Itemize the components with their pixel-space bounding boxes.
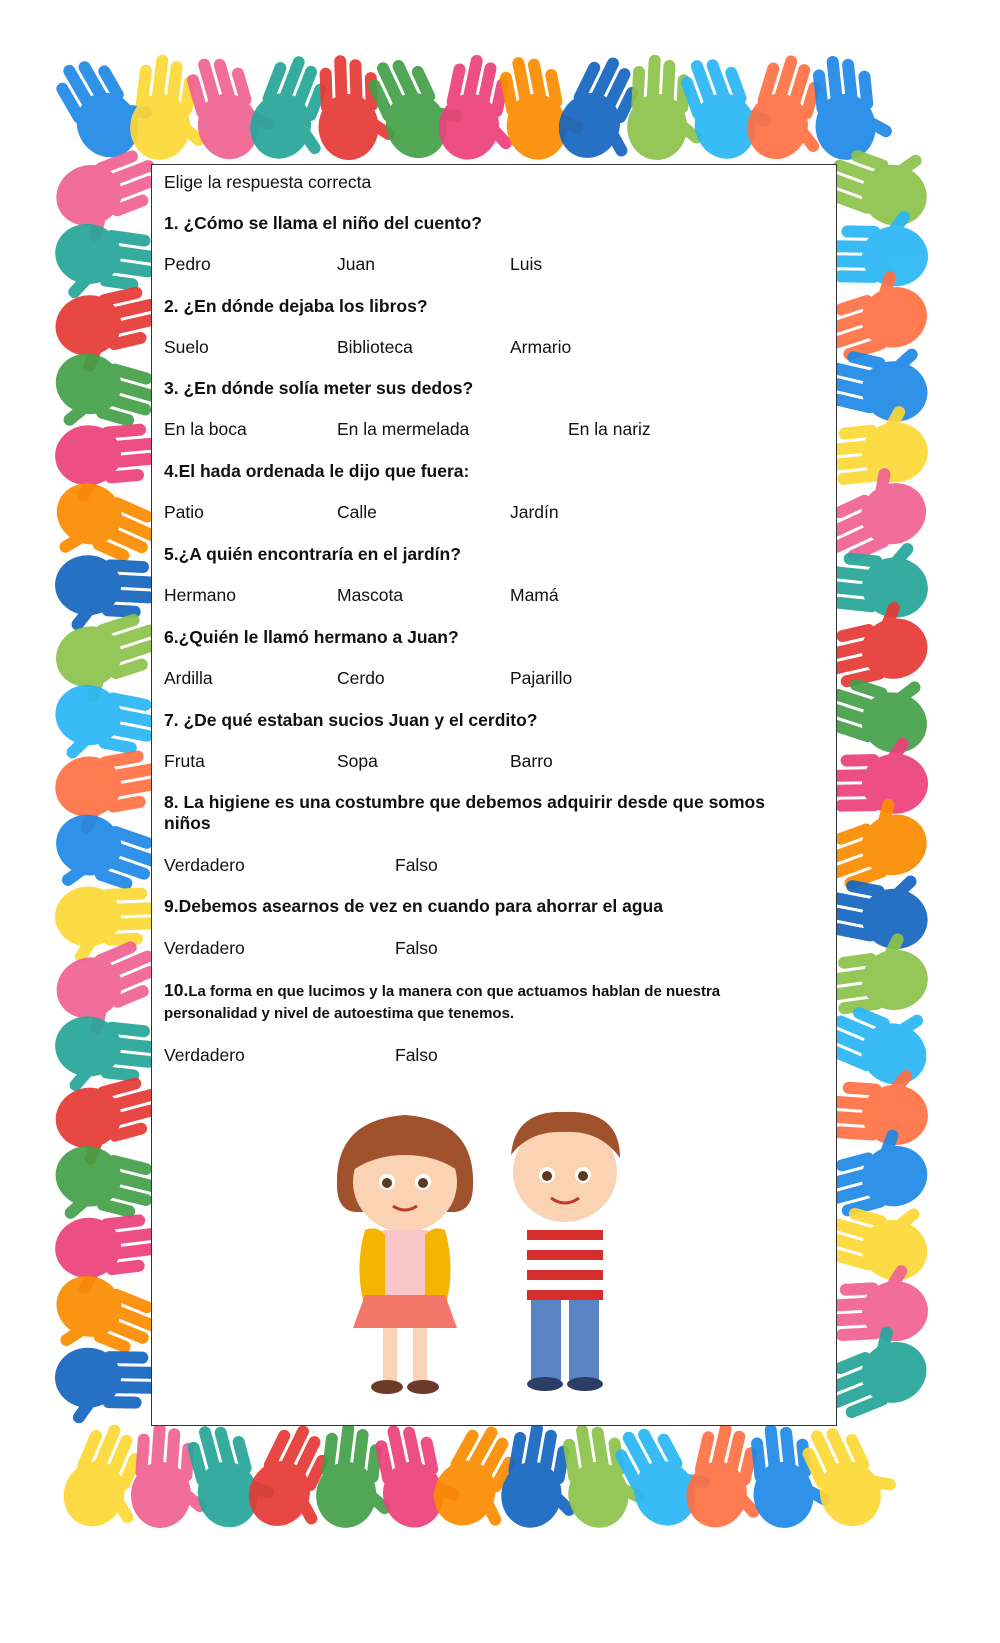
question-7: 7. ¿De qué estaban sucios Juan y el cerdito? bbox=[164, 710, 538, 730]
question-9: 9.Debemos asearnos de vez en cuando para ahorrar el agua bbox=[164, 896, 663, 916]
girl-figure bbox=[337, 1115, 473, 1394]
instruction-text: Elige la respuesta correcta bbox=[164, 172, 372, 192]
question-4: 4.El hada ordenada le dijo que fuera: bbox=[164, 461, 470, 481]
boy-figure bbox=[511, 1112, 620, 1391]
q1-option-b[interactable]: Juan bbox=[337, 254, 375, 274]
question-8: 8. La higiene es una costumbre que debemos adquirir desde que somos niños bbox=[164, 792, 765, 833]
q3-option-b[interactable]: En la mermelada bbox=[337, 419, 470, 439]
q7-option-b[interactable]: Sopa bbox=[337, 751, 378, 771]
q1-option-c[interactable]: Luis bbox=[510, 254, 543, 274]
q4-option-a[interactable]: Patio bbox=[164, 502, 204, 522]
q5-option-a[interactable]: Hermano bbox=[164, 585, 236, 605]
q5-option-b[interactable]: Mascota bbox=[337, 585, 404, 605]
q4-option-b[interactable]: Calle bbox=[337, 502, 377, 522]
question-10-number: 10. bbox=[164, 980, 189, 1000]
q9-option-b[interactable]: Falso bbox=[395, 938, 438, 958]
question-10 bbox=[164, 979, 784, 1025]
q7-option-c[interactable]: Barro bbox=[510, 751, 553, 771]
q2-option-a[interactable]: Suelo bbox=[164, 337, 209, 357]
question-5: 5.¿A quién encontraría en el jardín? bbox=[164, 544, 461, 564]
q4-option-c[interactable]: Jardín bbox=[510, 502, 559, 522]
q10-option-b[interactable]: Falso bbox=[395, 1045, 438, 1065]
question-6: 6.¿Quién le llamó hermano a Juan? bbox=[164, 627, 459, 647]
question-2: 2. ¿En dónde dejaba los libros? bbox=[164, 296, 428, 316]
handprint-icon bbox=[808, 50, 897, 163]
girl-and-boy-icon bbox=[315, 1100, 675, 1410]
question-10-text: La forma en que lucimos y la manera con que actuamos hablan de nuestra personalidad y nivel de autoestima que tenemos. bbox=[164, 983, 721, 1022]
question-3: 3. ¿En dónde solía meter sus dedos? bbox=[164, 378, 474, 398]
q8-option-b[interactable]: Falso bbox=[395, 855, 438, 875]
q8-option-a[interactable]: Verdadero bbox=[164, 855, 245, 875]
q6-option-a[interactable]: Ardilla bbox=[164, 668, 213, 688]
q3-option-a[interactable]: En la boca bbox=[164, 419, 247, 439]
q7-option-a[interactable]: Fruta bbox=[164, 751, 205, 771]
question-1: 1. ¿Cómo se llama el niño del cuento? bbox=[164, 213, 482, 233]
handprint-icon bbox=[54, 1347, 160, 1427]
q9-option-a[interactable]: Verdadero bbox=[164, 938, 245, 958]
q10-option-a[interactable]: Verdadero bbox=[164, 1045, 245, 1065]
q2-option-c[interactable]: Armario bbox=[510, 337, 572, 357]
q6-option-b[interactable]: Cerdo bbox=[337, 668, 385, 688]
q1-option-a[interactable]: Pedro bbox=[164, 254, 211, 274]
q6-option-c[interactable]: Pajarillo bbox=[510, 668, 573, 688]
q2-option-b[interactable]: Biblioteca bbox=[337, 337, 413, 357]
q3-option-c[interactable]: En la nariz bbox=[568, 419, 651, 439]
q5-option-c[interactable]: Mamá bbox=[510, 585, 559, 605]
